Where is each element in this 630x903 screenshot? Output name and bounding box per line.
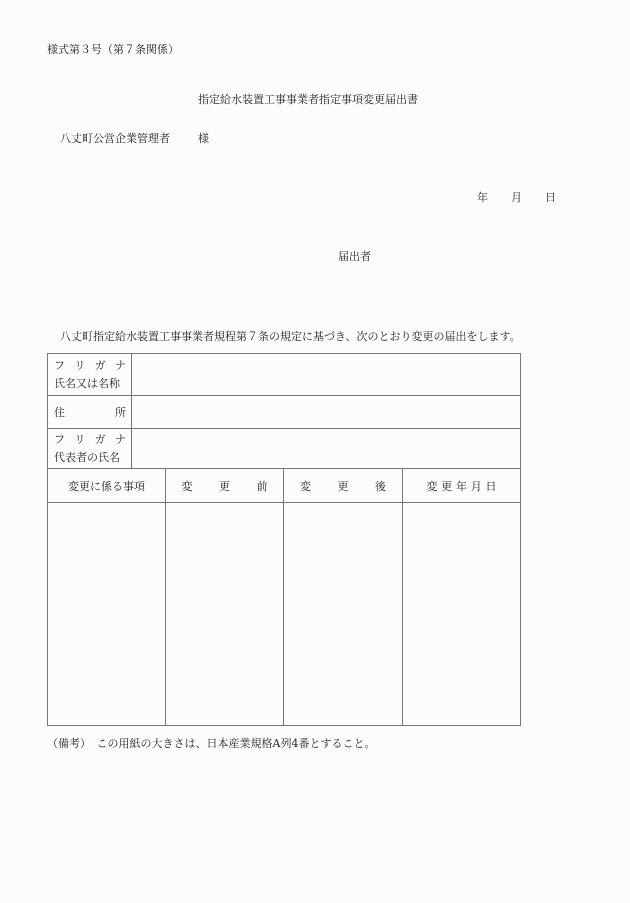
change-date-field[interactable] <box>403 503 521 726</box>
representative-furigana-label: フ リ ガ ナ <box>54 432 126 446</box>
intro-text: 八丈町指定給水装置工事事業者規程第７条の規定に基づき、次のとおり変更の届出をします。 <box>60 330 521 343</box>
header-change-item: 変更に係る事項 <box>48 469 166 503</box>
change-details-table <box>47 468 521 726</box>
address-value-field[interactable] <box>132 396 521 429</box>
header-before-change: 変 更 前 <box>166 469 284 503</box>
date-day-label: 日 <box>545 191 556 204</box>
representative-label-cell <box>48 429 132 469</box>
remarks-note: （備考） この用紙の大きさは、日本産業規格A列4番とすること。 <box>47 737 376 750</box>
after-change-field[interactable] <box>284 503 403 726</box>
change-table-row <box>48 503 521 726</box>
name-furigana-label: フ リ ガ ナ <box>54 358 126 372</box>
header-after-change: 変 更 後 <box>284 469 403 503</box>
representative-row <box>48 429 521 469</box>
name-label-cell <box>48 354 132 396</box>
address-row <box>48 396 521 429</box>
name-value-field[interactable] <box>132 354 521 396</box>
date-line <box>477 192 556 203</box>
applicant-info-table <box>47 353 521 469</box>
representative-label: 代表者の氏名 <box>54 450 120 464</box>
date-month-label: 月 <box>511 191 522 204</box>
representative-value-field[interactable] <box>132 429 521 469</box>
applicant-label: 届出者 <box>338 250 371 263</box>
name-row <box>48 354 521 396</box>
header-change-date: 変 更 年 月 日 <box>403 469 521 503</box>
address-label-cell <box>48 396 132 429</box>
before-change-field[interactable] <box>166 503 284 726</box>
addressee: 八丈町公営企業管理者 <box>60 132 170 145</box>
name-label: 氏名又は名称 <box>54 376 120 390</box>
change-table-header <box>48 469 521 503</box>
date-year-label: 年 <box>477 191 488 204</box>
document-title: 指定給水装置工事事業者指定事項変更届出書 <box>198 93 418 106</box>
addressee-honorific: 様 <box>198 132 209 145</box>
change-item-field[interactable] <box>48 503 166 726</box>
form-number: 様式第３号（第７条関係） <box>47 43 179 56</box>
address-label: 住 所 <box>54 406 126 419</box>
